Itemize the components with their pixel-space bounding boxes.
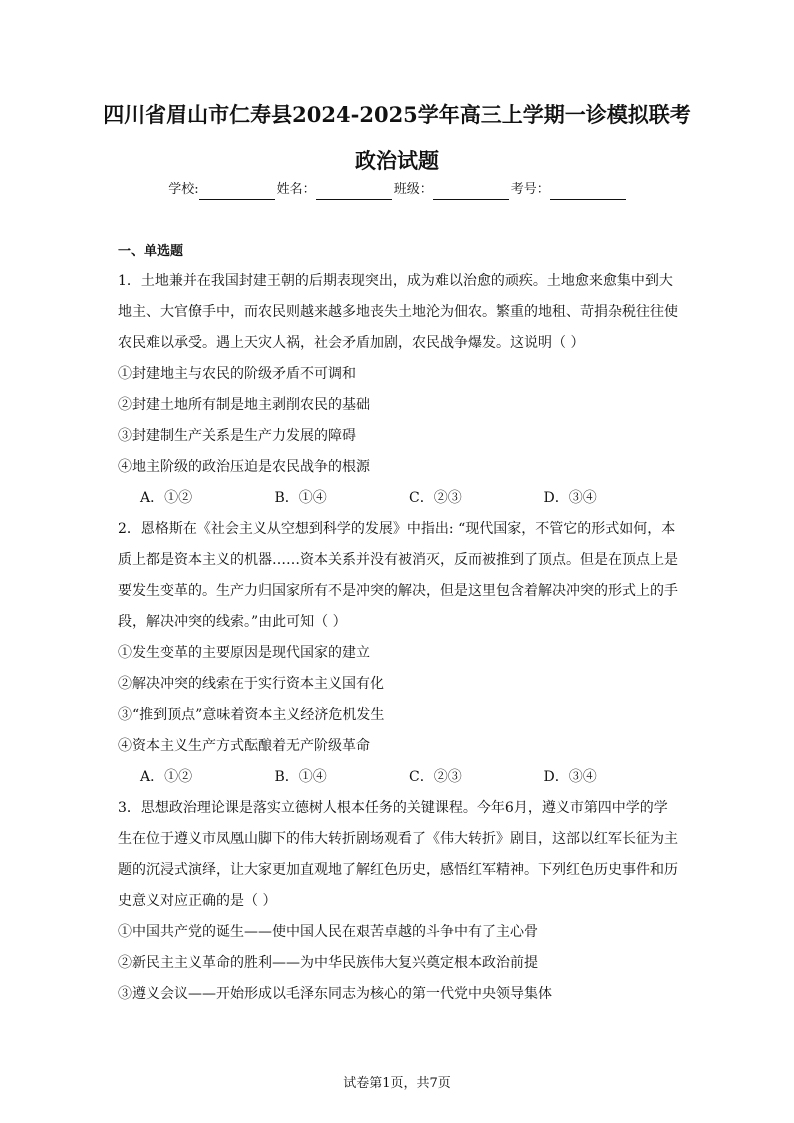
- statement: ③“推到顶点”意味着资本主义经济危机发生: [118, 707, 385, 723]
- answer-choices: [118, 762, 678, 793]
- statement: ③封建制生产关系是生产力发展的障碍: [118, 428, 356, 444]
- choice-c[interactable]: C．②③: [409, 490, 462, 506]
- class-field: [394, 180, 511, 200]
- name-label: 姓名：: [276, 182, 316, 197]
- choice-a[interactable]: A．①②: [140, 490, 193, 506]
- school-label: 学校:: [168, 182, 199, 197]
- statement: ④资本主义生产方式酝酿着无产阶级革命: [118, 738, 370, 754]
- choice-c[interactable]: C．②③: [409, 769, 462, 785]
- section-title: 一、单选题: [118, 244, 184, 259]
- statement: ②解决冲突的线索在于实行资本主义国有化: [118, 676, 384, 692]
- statement: ④地主阶级的政治压迫是农民战争的根源: [118, 459, 370, 475]
- question-stem-line: 3．思想政治理论课是落实立德树人根本任务的关键课程。今年6月，遵义市第四中学的学: [118, 800, 668, 816]
- question-3: [118, 793, 678, 1010]
- school-field: [168, 180, 276, 200]
- question-stem-line: 要发生变革的。生产力归国家所有不是冲突的解决，但是这里包含着解决冲突的形式上的手: [118, 583, 678, 599]
- choice-b[interactable]: B．①④: [274, 490, 327, 506]
- question-stem-line: 农民难以承受。遇上天灾人祸，社会矛盾加剧，农民战争爆发。这说明（ ）: [118, 335, 585, 351]
- class-blank: [433, 185, 509, 200]
- question-1: [118, 266, 678, 514]
- statement: ③遵义会议——开始形成以毛泽东同志为核心的第一代党中央领导集体: [118, 986, 552, 1002]
- question-2: [118, 514, 678, 793]
- answer-choices: [118, 483, 678, 514]
- page-footer: 试卷第1页，共7页: [343, 1076, 451, 1091]
- question-stem-line: 1．土地兼并在我国封建王朝的后期表现突出，成为难以治愈的顽疾。土地愈来愈集中到大: [118, 273, 673, 289]
- statement: ①封建地主与农民的阶级矛盾不可调和: [118, 366, 356, 382]
- choice-d[interactable]: D．③④: [543, 490, 597, 506]
- statement: ①中国共产党的诞生——使中国人民在艰苦卓越的斗争中有了主心骨: [118, 924, 538, 940]
- choice-b[interactable]: B．①④: [274, 769, 327, 785]
- page-subtitle: 政治试题: [355, 148, 439, 173]
- question-stem-line: 2．恩格斯在《社会主义从空想到科学的发展》中指出: “现代国家，不管它的形式如何，本: [118, 521, 676, 537]
- choice-d[interactable]: D．③④: [543, 769, 597, 785]
- question-stem-line: 段，解决冲突的线索。”由此可知（ ）: [118, 614, 347, 630]
- question-stem-line: 地主、大官僚手中，而农民则越来越多地丧失土地沦为佃农。繁重的地租、苛捐杂税往往使: [118, 304, 678, 320]
- question-stem-line: 生在位于遵义市凤凰山脚下的伟大转折剧场观看了《伟大转折》剧目，这部以红军长征为主: [118, 831, 678, 847]
- question-stem-line: 题的沉浸式演绎，让大家更加直观地了解红色历史，感悟红军精神。下列红色历史事件和历: [118, 862, 678, 878]
- name-blank: [316, 185, 392, 200]
- page-title: 四川省眉山市仁寿县2024-2025学年高三上学期一诊模拟联考: [103, 102, 691, 127]
- exam-number-label: 考号：: [510, 182, 550, 197]
- question-stem-line: 质上都是资本主义的机器……资本关系并没有被消灭，反而被推到了顶点。但是在顶点上是: [118, 552, 678, 568]
- exam-number-blank: [550, 185, 626, 200]
- name-field: [277, 180, 394, 200]
- statement: ②封建土地所有制是地主剥削农民的基础: [118, 397, 370, 413]
- student-info-line: [0, 180, 794, 200]
- statement: ②新民主主义革命的胜利——为中华民族伟大复兴奠定根本政治前提: [118, 955, 538, 971]
- statement: ①发生变革的主要原因是现代国家的建立: [118, 645, 370, 661]
- question-list: [118, 266, 678, 1010]
- exam-number-field: [511, 180, 626, 200]
- question-stem-line: 史意义对应正确的是（ ）: [118, 893, 277, 909]
- choice-a[interactable]: A．①②: [140, 769, 193, 785]
- school-blank: [199, 185, 275, 200]
- class-label: 班级：: [393, 182, 433, 197]
